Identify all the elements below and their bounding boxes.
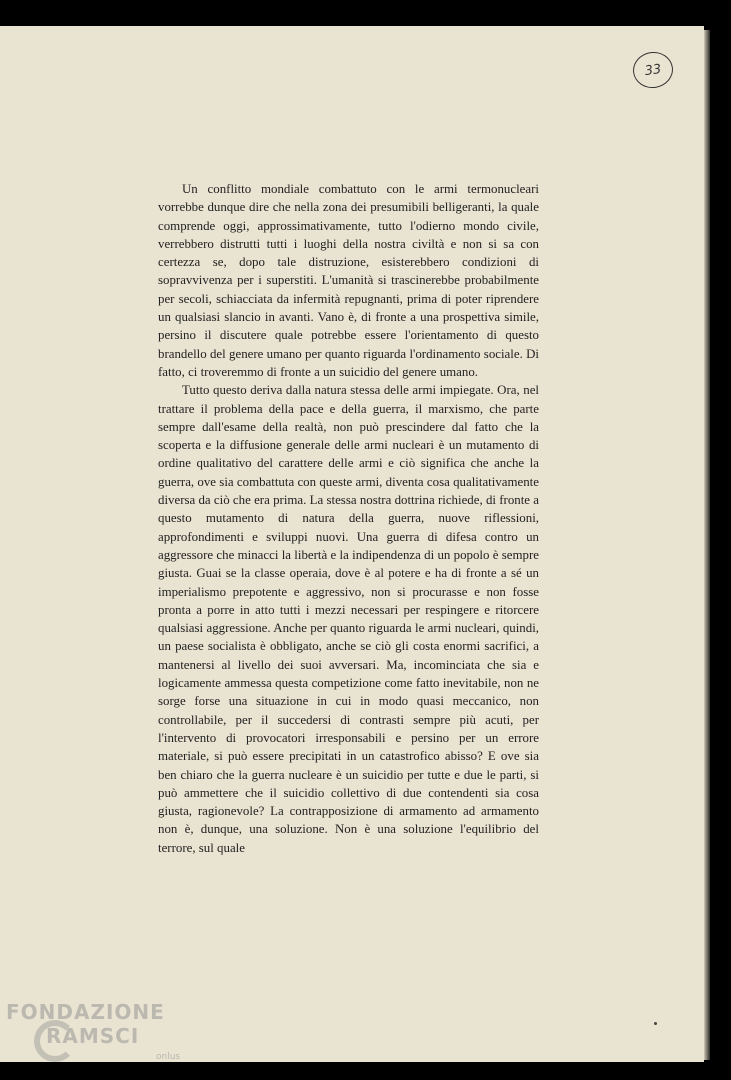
body-text <box>158 180 539 857</box>
watermark-line-1: FONDAZIONE <box>6 1000 165 1024</box>
fondazione-gramsci-watermark <box>6 1000 206 1080</box>
watermark-onlus: onlus <box>156 1052 181 1062</box>
page-number-text: 33 <box>643 61 663 79</box>
page-edge-shadow <box>704 30 710 1060</box>
watermark-line-2: RAMSCI <box>46 1024 140 1048</box>
paragraph-2: Tutto questo deriva dalla natura stessa delle armi impiegate. Ora, nel trattare il problema della pace e della guerra, il marxismo, che parte sempre dall'esame della realtà, non può prescindere dal fatto che la scoperta e la diffusione generale delle armi nucleari è un mutamento di ordine qualitativo del carattere delle armi e ciò significa che anche la guerra, ove sia combattuta con queste armi, diventa cosa qualitativamente diversa da ciò che era prima. La stessa nostra dottrina richiede, di fronte a questo mutamento di natura della guerra, nuove riflessioni, approfondimenti e sviluppi nuovi. Una guerra di difesa contro un aggressore che minacci la libertà e la indipendenza di un popolo è sempre giusta. Guai se la classe operaia, dove è al potere e ha di fronte a sé un imperialismo prepotente e aggressivo, non si procurasse e non fosse pronta a porre in atto tutti i mezzi necessari per respingere e ritorcere qualsiasi aggressione. Anche per quanto riguarda le armi nucleari, quindi, un paese socialista è obbligato, anche se ciò gli costa enormi sacrifici, a mantenersi al livello dei suoi avversari. Ma, incominciata che sia e logicamente ammessa questa competizione come fatto inevitabile, non ne sorge forse una situazione in cui in modo quasi meccanico, non controllabile, per il succedersi di contrasti sempre più acuti, per l'intervento di provocatori irresponsabili e persino per un errore materiale, si può essere precipitati in un catastrofico abisso? E ove sia ben chiaro che la guerra nucleare è un suicidio per tutte e due le parti, si può ammettere che il suicidio collettivo di due contendenti sia cosa giusta, ragionevole? La contrapposizione di armamento ad armamento non è, dunque, una soluzione. Non è una soluzione l'equilibrio del terrore, sul quale <box>158 383 539 855</box>
ink-speck <box>654 1022 657 1025</box>
paragraph-1: Un conflitto mondiale combattuto con le armi termonucleari vorrebbe dunque dire che nella zona dei presumibili belligeranti, la quale comprende oggi, approssimativamente, tutto l'odierno mondo civile, verrebbero distrutti tutti i luoghi della nostra civiltà e non si sa con certezza se, dopo tale distruzione, esisterebbero condizioni di sopravvivenza per i superstiti. L'umanità si trascinerebbe probabilmente per secoli, schiacciata da infermità repugnanti, prima di poter riprendere un qualsiasi slancio in avanti. Vano è, di fronte a una prospettiva simile, persino il discutere quale potrebbe essere l'orientamento di questo brandello del genere umano per quanto riguarda l'ordinamento sociale. Di fatto, ci troveremmo di fronte a un suicidio del genere umano. <box>158 182 539 379</box>
